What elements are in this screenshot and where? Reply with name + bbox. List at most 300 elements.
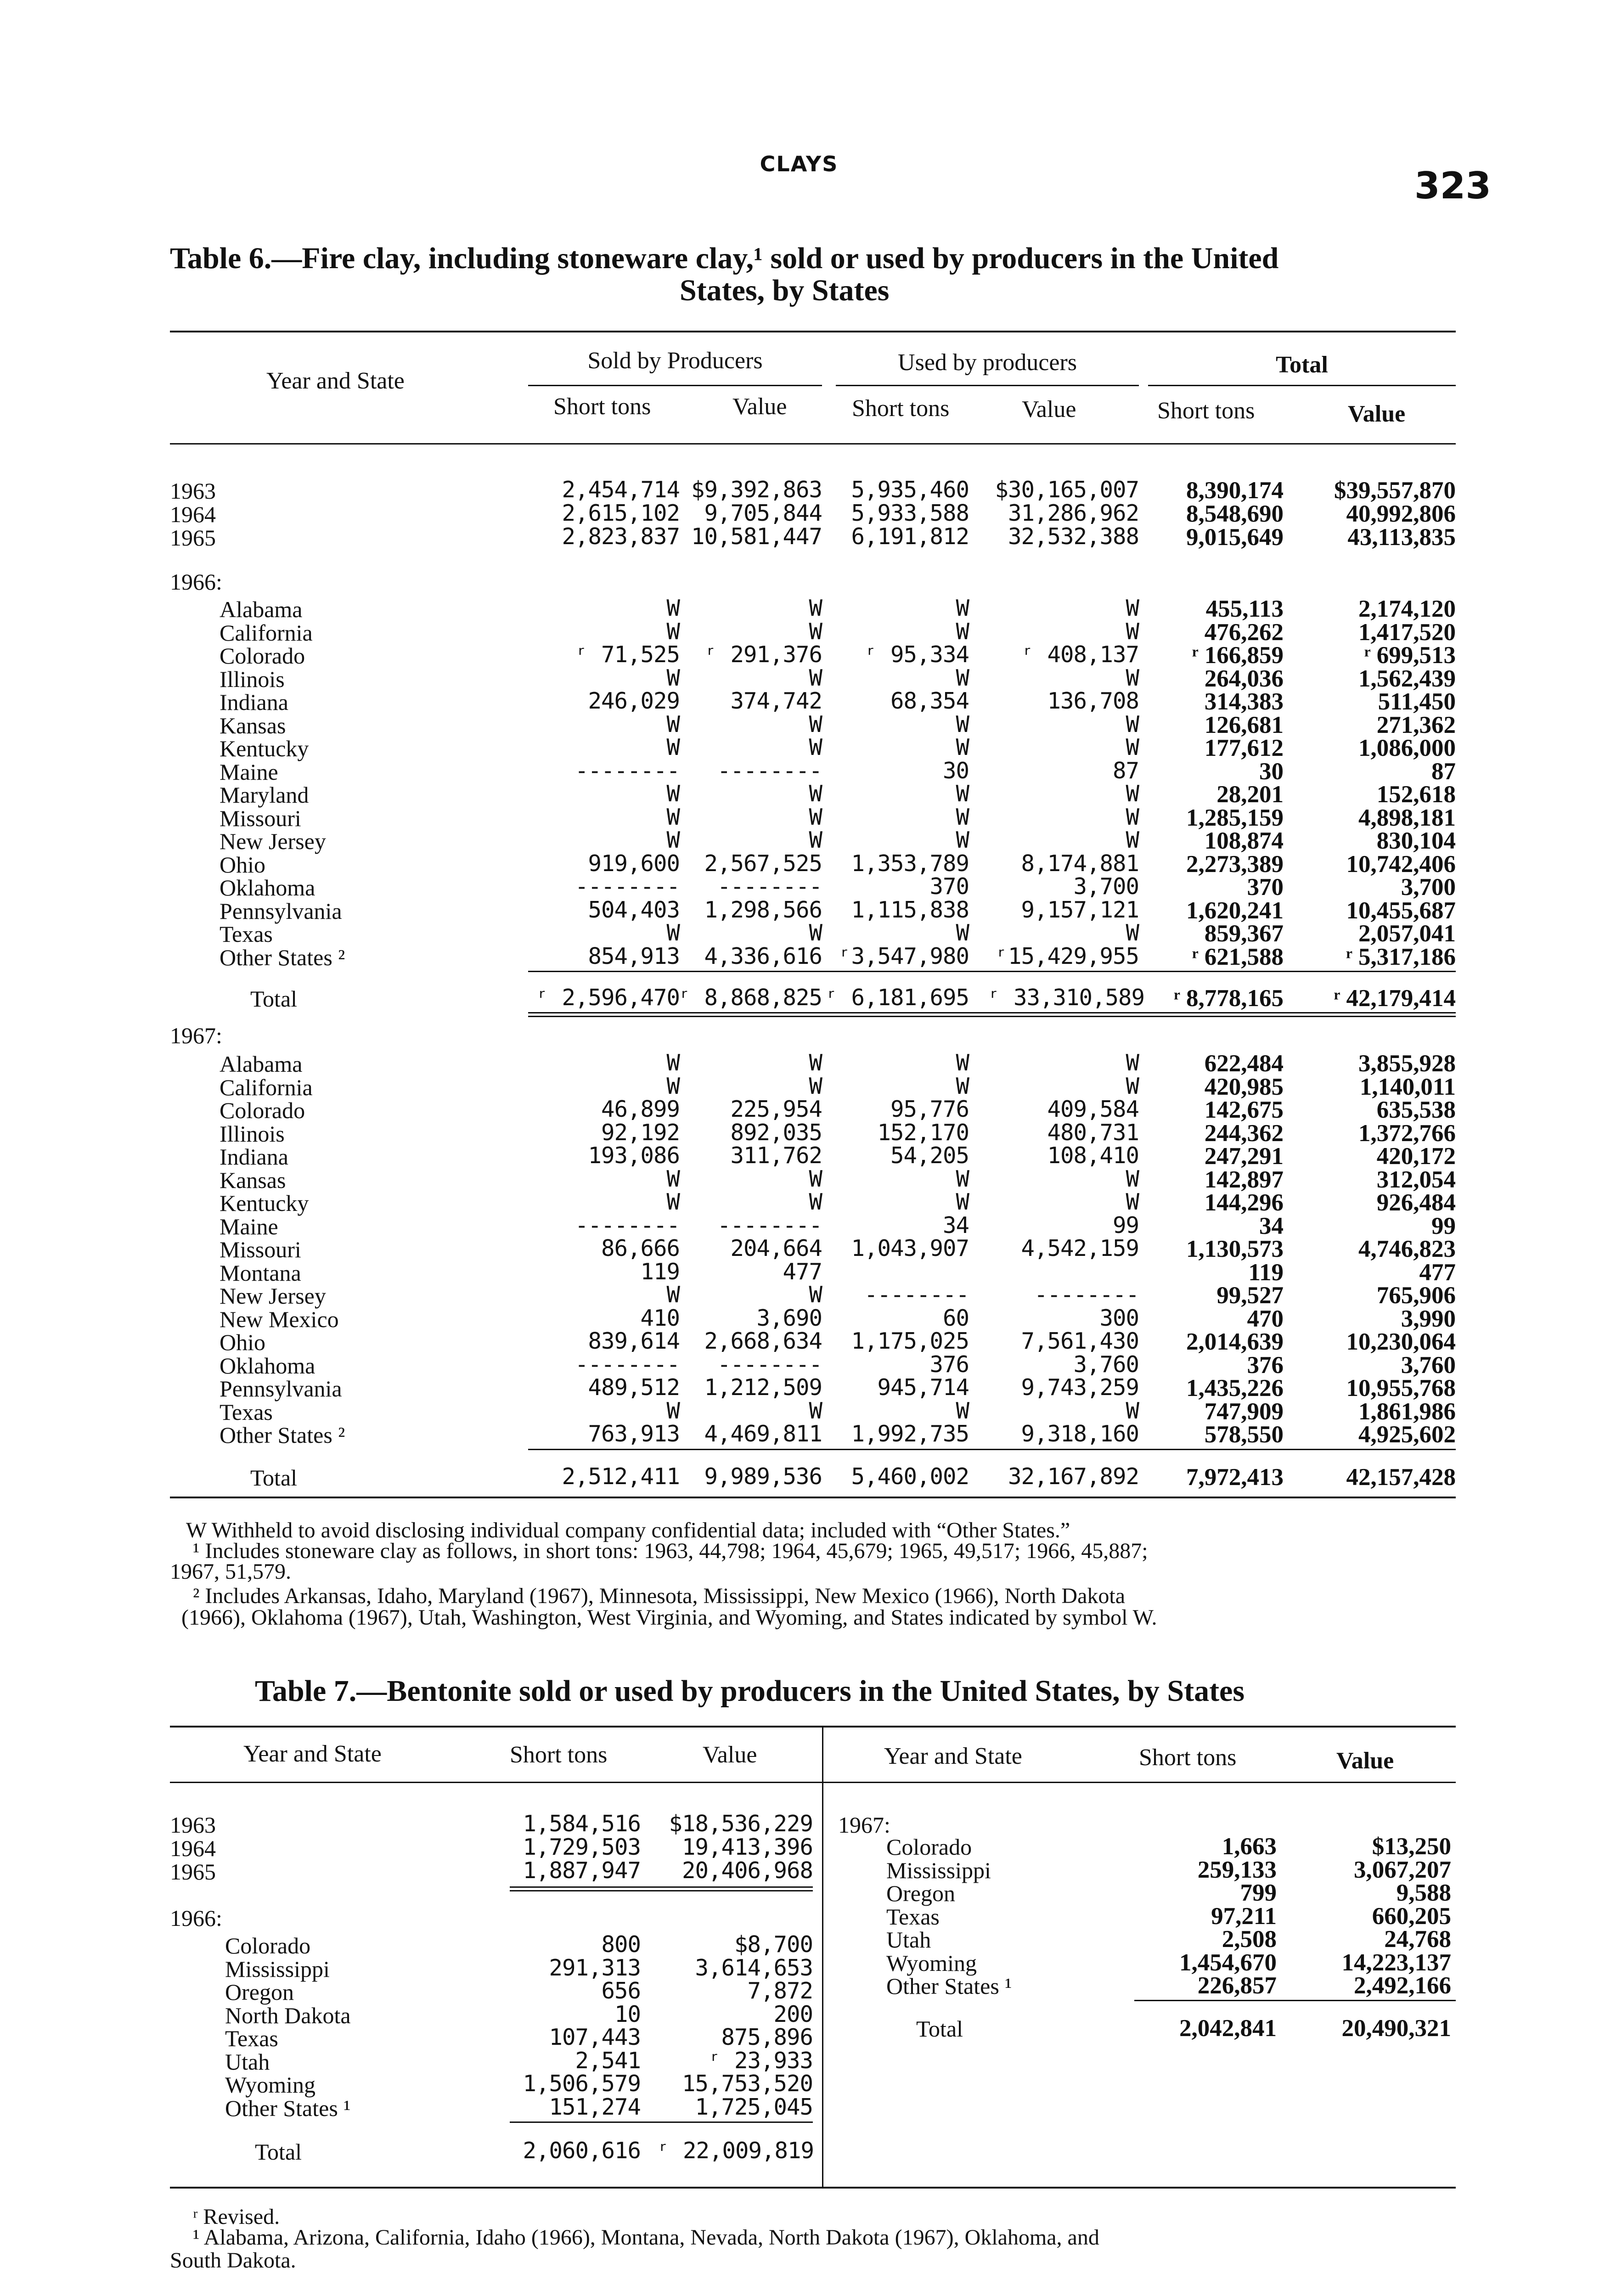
- table6-row-1966-label: Oklahoma: [220, 875, 315, 900]
- table7-left-total-rule: [510, 2122, 813, 2123]
- table6-total-1966-cell-4: ʳ 8,778,165: [1174, 985, 1284, 1012]
- table6-row-1966-label: Colorado: [220, 643, 305, 669]
- table6-group-total: Total: [1276, 352, 1328, 378]
- table6-total-1966-cell-5: ʳ 42,179,414: [1334, 985, 1456, 1012]
- table6-row-1967-cell-5: 1,140,011: [1359, 1073, 1456, 1100]
- table6-year-row-cell-0: 2,615,102: [562, 500, 680, 526]
- table6-row-1967-cell-1: 311,762: [730, 1142, 822, 1169]
- table6-row-1966-label: Illinois: [220, 666, 285, 692]
- table6-row-1966-cell-4: ʳ 166,859: [1192, 642, 1284, 669]
- table6-row-1966-cell-3: 9,157,121: [1021, 896, 1139, 923]
- table7-left-row-tons: 1,506,579: [523, 2071, 641, 2097]
- table7-top-rule: [170, 1726, 1456, 1728]
- table6-year-row-cell-0: 2,823,837: [562, 523, 680, 550]
- table6-row-1967-cell-3: 480,731: [1047, 1119, 1139, 1146]
- table6-row-1967-label: Kentucky: [220, 1190, 309, 1216]
- table6-row-1966-cell-0: W: [666, 664, 680, 691]
- table6-row-1967-cell-1: W: [809, 1050, 822, 1076]
- table6-row-1967-cell-1: --------: [717, 1212, 822, 1238]
- table7-right-row-tons: 97,211: [1211, 1902, 1277, 1930]
- table7-left-row-tons: 10: [614, 2001, 641, 2027]
- table7-left-row-value: $8,700: [734, 1931, 813, 1958]
- table6-row-1967-label: California: [220, 1074, 313, 1100]
- table6-sold-group-rule: [528, 385, 822, 386]
- table6-row-1967-cell-1: W: [809, 1189, 822, 1215]
- table6-sub-used-tons: Short tons: [852, 395, 950, 422]
- table6-row-1967-cell-4: 622,484: [1204, 1050, 1284, 1077]
- table7-section-1967: 1967:: [838, 1812, 890, 1838]
- table6-row-1967-cell-5: 420,172: [1376, 1143, 1456, 1170]
- table6-row-1966-cell-0: W: [666, 827, 680, 853]
- table7-left-col-tons: Short tons: [510, 1742, 608, 1768]
- table6-row-1966-cell-5: 87: [1431, 758, 1456, 785]
- table6-row-1967-label: Illinois: [220, 1120, 285, 1147]
- table6-row-1966-cell-4: 314,383: [1204, 688, 1284, 715]
- table6-row-1967-cell-1: 477: [783, 1258, 822, 1285]
- table6-row-1967-cell-0: 410: [640, 1305, 680, 1331]
- table6-row-1967-cell-3: 9,743,259: [1021, 1374, 1139, 1401]
- table6-total1966-double-rule-b: [528, 1016, 1456, 1017]
- table7-left-year-row-value: 19,413,396: [681, 1834, 813, 1860]
- table6-row-1966-cell-0: W: [666, 781, 680, 807]
- table7-left-row-tons: 656: [601, 1978, 641, 2004]
- table6-row-1967-cell-2: 1,992,735: [851, 1421, 969, 1447]
- table6-row-1966-cell-1: W: [809, 781, 822, 807]
- table6-row-1967-cell-0: W: [666, 1282, 680, 1308]
- table6-row-1967-cell-3: W: [1126, 1189, 1139, 1215]
- table6-sub-sold-value: Value: [732, 394, 787, 420]
- table6-row-1967-cell-4: 578,550: [1204, 1421, 1284, 1448]
- table6-row-1967-cell-5: 4,746,823: [1358, 1236, 1456, 1262]
- table7-right-row-tons: 226,857: [1197, 1972, 1277, 1999]
- table6-row-1967-cell-0: --------: [574, 1212, 680, 1238]
- table6-row-1966-cell-1: W: [809, 595, 822, 621]
- table6-row-1966-cell-4: 264,036: [1204, 665, 1284, 692]
- table6-footnote: W Withheld to avoid disclosing individual company confidential data; included with “Other States.”: [186, 1518, 1070, 1542]
- table6-row-1967-cell-0: W: [666, 1073, 680, 1099]
- table6-row-1966-cell-4: 455,113: [1205, 596, 1284, 622]
- table6-row-1967-label: Indiana: [220, 1144, 288, 1170]
- table6-row-1966-cell-4: 859,367: [1204, 920, 1284, 947]
- table6-row-1967-cell-1: 1,212,509: [704, 1374, 822, 1401]
- table6-group-sold: Sold by Producers: [587, 348, 763, 374]
- table6-total-1966-cell-1: ʳ 8,868,825: [678, 985, 822, 1011]
- table6-row-1966-cell-0: 854,913: [588, 943, 680, 969]
- table6-year-row-cell-4: 8,390,174: [1186, 477, 1284, 504]
- table6-row-1967-cell-4: 144,296: [1204, 1189, 1284, 1216]
- table6-row-1967-cell-1: --------: [717, 1351, 822, 1378]
- table6-row-1966-cell-2: 370: [929, 873, 969, 900]
- table6-row-1966-cell-3: W: [1126, 595, 1139, 621]
- table6-row-1967-cell-2: W: [956, 1165, 969, 1192]
- table6-row-1967-cell-0: W: [666, 1050, 680, 1076]
- table6-row-1967-cell-5: 635,538: [1376, 1097, 1456, 1123]
- table6-row-1966-label: Alabama: [220, 597, 303, 622]
- table7-right-col-tons: Short tons: [1139, 1745, 1237, 1771]
- table7-right-row-value: 14,223,137: [1341, 1949, 1451, 1976]
- table6-row-1966-cell-5: 1,086,000: [1358, 735, 1456, 761]
- table6-footnote: ¹ Includes stoneware clay as follows, in short tons: 1963, 44,798; 1964, 45,679; 1965, 49,517; 1966, 45,887;: [193, 1539, 1148, 1563]
- table7-right-row-label: Mississippi: [886, 1857, 991, 1883]
- table6-year-row-cell-2: 5,933,588: [851, 500, 969, 526]
- table6-row-1966-cell-2: W: [956, 664, 969, 691]
- table6-row-1966-cell-1: W: [809, 664, 822, 691]
- table6-row-1966-cell-3: W: [1126, 827, 1139, 853]
- table6-year-row-label: 1965: [170, 525, 216, 551]
- table6-row-1967-cell-1: 225,954: [730, 1096, 822, 1122]
- table6-row-1966-cell-3: 3,700: [1073, 873, 1139, 900]
- table6-row-1966-cell-0: W: [666, 734, 680, 760]
- table6-row-1966-cell-5: 511,450: [1378, 688, 1456, 715]
- table6-row-1966-cell-2: 1,115,838: [851, 896, 969, 923]
- table6-year-row-cell-1: $9,392,863: [691, 477, 822, 503]
- table6-row-1967-cell-0: 763,913: [588, 1421, 680, 1447]
- table6-row-1966-cell-0: W: [666, 595, 680, 621]
- table6-year-row-cell-5: 43,113,835: [1347, 524, 1456, 551]
- table7-right-row-tons: 259,133: [1197, 1856, 1277, 1883]
- table6-row-1967-label: Ohio: [220, 1329, 265, 1355]
- table6-total-1966-cell-0: ʳ 2,596,470: [535, 985, 680, 1011]
- table6-row-1966-cell-2: W: [956, 827, 969, 853]
- table6-row-1966-cell-2: W: [956, 618, 969, 645]
- table6-year-row-cell-3: 32,532,388: [1008, 523, 1139, 550]
- table7-left-row-label: Mississippi: [225, 1956, 330, 1982]
- table7-right-total-value: 20,490,321: [1341, 2015, 1451, 2042]
- table7-right-total-label: Total: [916, 2015, 963, 2042]
- table6-row-1966-label: Texas: [220, 921, 273, 947]
- table7-right-row-tons: 1,663: [1222, 1833, 1277, 1860]
- table6-row-1966-cell-4: 108,874: [1204, 827, 1284, 854]
- table6-col-year-state: Year and State: [266, 368, 405, 394]
- table6-row-1967-label: Alabama: [220, 1051, 303, 1077]
- table6-row-1966-cell-0: W: [666, 618, 680, 645]
- table6-row-1967-cell-0: --------: [574, 1351, 680, 1378]
- table6-row-1967-cell-5: 3,760: [1401, 1351, 1456, 1379]
- table6-row-1966-cell-3: W: [1126, 734, 1139, 760]
- table6-row-1966-cell-5: 10,742,406: [1346, 850, 1456, 878]
- table7-footnote: South Dakota.: [170, 2248, 296, 2273]
- table6-row-1967-cell-1: W: [809, 1165, 822, 1192]
- table6-row-1966-cell-4: ʳ 621,588: [1192, 943, 1284, 970]
- table6-row-1966-cell-2: W: [956, 804, 969, 830]
- table7-left-row-value: 3,614,653: [695, 1954, 813, 1981]
- table6-row-1967-cell-2: 1,175,025: [851, 1328, 969, 1354]
- table6-row-1966-label: Missouri: [220, 805, 301, 831]
- table6-row-1966-cell-1: --------: [717, 757, 822, 784]
- table6-row-1967-cell-2: 376: [929, 1351, 969, 1378]
- table6-row-1967-cell-5: 1,861,986: [1358, 1398, 1456, 1425]
- table6-row-1967-label: New Mexico: [220, 1306, 339, 1332]
- table6-row-1967-cell-4: 247,291: [1204, 1143, 1284, 1170]
- table7-right-col-value: Value: [1336, 1748, 1394, 1774]
- table6-row-1966-cell-4: 370: [1247, 874, 1284, 900]
- table6-caption-line1: Table 6.—Fire clay, including stoneware clay,¹ sold or used by producers in the United: [170, 242, 1279, 275]
- table6-total-1967-cell-1: 9,989,536: [704, 1463, 822, 1490]
- table6-row-1967-cell-0: W: [666, 1189, 680, 1215]
- table6-sub-used-value: Value: [1022, 396, 1076, 422]
- table6-row-1966-cell-4: 2,273,389: [1186, 850, 1284, 878]
- table6-row-1966-cell-3: 8,174,881: [1021, 850, 1139, 877]
- table6-row-1967-cell-3: W: [1126, 1050, 1139, 1076]
- table6-total1966-rule: [528, 971, 1456, 972]
- table6-row-1966-cell-3: 136,708: [1047, 688, 1139, 714]
- table6-sub-total-value: Value: [1348, 401, 1406, 427]
- table6-row-1967-cell-3: W: [1126, 1165, 1139, 1192]
- table6-sub-sold-tons: Short tons: [553, 394, 651, 420]
- table7-right-row-value: 3,067,207: [1354, 1856, 1451, 1883]
- table6-top-rule: [170, 331, 1456, 332]
- table6-row-1966-cell-0: --------: [574, 757, 680, 784]
- table7-left-row-label: Other States ¹: [225, 2095, 351, 2121]
- table6-row-1967-cell-5: 926,484: [1376, 1189, 1456, 1216]
- table6-row-1966-cell-2: W: [956, 781, 969, 807]
- table6-row-1966-cell-1: 374,742: [730, 688, 822, 714]
- table6-row-1967-cell-1: 2,668,634: [704, 1328, 822, 1354]
- table6-row-1967-cell-3: 7,561,430: [1021, 1328, 1139, 1354]
- table6-row-1967-cell-0: 119: [640, 1258, 680, 1285]
- table6-row-1966-cell-0: ʳ 71,525: [574, 642, 680, 668]
- table7-right-total-rule: [1134, 2000, 1456, 2001]
- table6-row-1967-cell-5: 4,925,602: [1358, 1421, 1456, 1448]
- table7-left-row-tons: 800: [601, 1931, 641, 1958]
- table6-row-1966-cell-5: 1,562,439: [1358, 665, 1456, 692]
- table6-row-1967-cell-3: 99: [1112, 1212, 1139, 1238]
- table6-year-row-cell-1: 10,581,447: [691, 523, 822, 550]
- table6-row-1966-cell-1: W: [809, 618, 822, 645]
- table6-total-1967-cell-3: 32,167,892: [1008, 1463, 1139, 1490]
- table6-header-bottom-rule: [170, 443, 1456, 445]
- table6-row-1967-cell-2: 95,776: [890, 1096, 969, 1122]
- table6-row-1966-cell-2: W: [956, 734, 969, 760]
- table6-row-1966-cell-3: W: [1126, 618, 1139, 645]
- table6-row-1967-cell-2: 152,170: [877, 1119, 969, 1146]
- table6-row-1966-cell-1: W: [809, 734, 822, 760]
- table6-row-1966-cell-1: --------: [717, 873, 822, 900]
- table6-row-1967-cell-3: 409,584: [1047, 1096, 1139, 1122]
- table6-total1967-rule: [528, 1449, 1456, 1450]
- table7-left-row-value: ʳ 23,933: [708, 2047, 813, 2074]
- table7-right-row-value: 660,205: [1372, 1902, 1451, 1930]
- table7-left-row-label: Colorado: [225, 1933, 311, 1958]
- table6-row-1966-cell-0: 504,403: [588, 896, 680, 923]
- table6-row-1966-cell-0: --------: [574, 873, 680, 900]
- table7-right-row-label: Oregon: [886, 1880, 955, 1906]
- table6-total-1967-cell-0: 2,512,411: [562, 1463, 680, 1490]
- table6-total-1966-cell-3: ʳ 33,310,589: [987, 985, 1145, 1011]
- table6-row-1966-label: Other States ²: [220, 944, 345, 970]
- table7-left-year-row-label: 1965: [170, 1859, 216, 1885]
- table6-row-1967-cell-0: W: [666, 1165, 680, 1192]
- table7-section-1966: 1966:: [170, 1905, 222, 1931]
- table6-row-1966-cell-2: W: [956, 711, 969, 737]
- table6-row-1967-cell-5: 312,054: [1376, 1166, 1456, 1193]
- table7-footnote: ¹ Alabama, Arizona, California, Idaho (1966), Montana, Nevada, North Dakota (1967), Oklahoma, and: [193, 2225, 1099, 2250]
- table6-row-1967-cell-3: 4,542,159: [1021, 1235, 1139, 1261]
- table6-total-1966-label: Total: [250, 986, 298, 1012]
- table6-row-1967-label: Missouri: [220, 1237, 301, 1262]
- table7-right-col-year-state: Year and State: [884, 1743, 1022, 1769]
- table7-left-year-row-label: 1964: [170, 1835, 216, 1861]
- table6-row-1967-cell-3: 300: [1099, 1305, 1139, 1331]
- table6-row-1966-cell-2: 30: [942, 757, 969, 784]
- table6-total1966-double-rule-a: [528, 1012, 1456, 1013]
- table6-row-1966-cell-1: W: [809, 711, 822, 737]
- table6-row-1967-cell-5: 99: [1431, 1212, 1456, 1239]
- table7-left-total-tons: 2,060,616: [523, 2138, 641, 2164]
- table6-row-1966-cell-5: 2,057,041: [1358, 920, 1456, 947]
- table6-row-1966-label: Maine: [220, 759, 278, 785]
- table6-row-1967-label: Oklahoma: [220, 1352, 315, 1379]
- table6-row-1967-cell-1: W: [809, 1073, 822, 1099]
- table6-row-1967-cell-1: W: [809, 1282, 822, 1308]
- table7-right-total-tons: 2,042,841: [1179, 2015, 1277, 2042]
- table6-used-group-rule: [836, 385, 1139, 386]
- table6-row-1967-cell-0: 86,666: [601, 1235, 680, 1261]
- table6-row-1967-cell-0: 839,614: [588, 1328, 680, 1354]
- table7-column-divider: [822, 1728, 823, 2187]
- table7-right-row-tons: 1,454,670: [1179, 1949, 1277, 1976]
- table6-row-1966-cell-5: ʳ 699,513: [1364, 642, 1456, 669]
- table7-left-row-label: Wyoming: [225, 2072, 315, 2098]
- table6-row-1966-label: Maryland: [220, 782, 309, 808]
- table6-row-1966-cell-1: W: [809, 827, 822, 853]
- table6-row-1967-cell-0: W: [666, 1397, 680, 1424]
- table6-row-1966-cell-4: 30: [1259, 758, 1284, 785]
- table7-left-row-value: 7,872: [747, 1978, 813, 2004]
- table6-row-1966-cell-4: 177,612: [1204, 735, 1284, 761]
- table6-row-1967-cell-4: 119: [1248, 1259, 1284, 1286]
- table6-row-1967-cell-1: 892,035: [730, 1119, 822, 1146]
- table7-right-row-value: 24,768: [1384, 1926, 1451, 1953]
- table7-left-year-row-tons: 1,729,503: [523, 1834, 641, 1860]
- table7-left-years-rule-b: [510, 1890, 813, 1891]
- table6-row-1966-cell-2: 1,353,789: [851, 850, 969, 877]
- table7-left-row-label: Texas: [225, 2026, 278, 2051]
- table7-header-bottom-rule: [170, 1782, 1456, 1783]
- table7-right-row-label: Utah: [886, 1927, 931, 1953]
- table6-row-1966-cell-4: 126,681: [1204, 711, 1284, 738]
- table6-year-row-cell-0: 2,454,714: [562, 477, 680, 503]
- table6-row-1967-cell-5: 3,990: [1401, 1305, 1456, 1332]
- table6-footnote: 1967, 51,579.: [170, 1559, 291, 1584]
- table6-year-row-cell-1: 9,705,844: [704, 500, 822, 526]
- table6-row-1966-cell-4: 28,201: [1216, 781, 1284, 808]
- table7-left-col-year-state: Year and State: [243, 1741, 382, 1767]
- table6-row-1966-label: New Jersey: [220, 828, 326, 854]
- table6-row-1966-cell-0: W: [666, 920, 680, 946]
- table6-row-1966-cell-1: 2,567,525: [704, 850, 822, 877]
- table6-row-1966-cell-5: 3,700: [1401, 874, 1456, 900]
- table6-group-used: Used by producers: [898, 349, 1077, 376]
- table6-row-1967-cell-1: 204,664: [730, 1235, 822, 1261]
- table6-row-1967-cell-5: 10,230,064: [1346, 1328, 1456, 1355]
- table7-caption: Table 7.—Bentonite sold or used by producers in the United States, by States: [255, 1674, 1245, 1708]
- table7-left-row-label: Oregon: [225, 1979, 294, 2005]
- table6-row-1966-cell-5: 10,455,687: [1346, 897, 1456, 924]
- table6-row-1967-label: Other States ²: [220, 1422, 345, 1448]
- table6-row-1967-cell-4: 142,675: [1204, 1097, 1284, 1123]
- table6-total-1967-cell-4: 7,972,413: [1186, 1463, 1284, 1491]
- table7-left-row-value: 200: [773, 2001, 813, 2027]
- table7-left-col-value: Value: [703, 1742, 757, 1768]
- table6-row-1967-cell-4: 142,897: [1204, 1166, 1284, 1193]
- table6-row-1966-cell-3: ʳ15,429,955: [995, 943, 1139, 969]
- table6-year-row-label: 1963: [170, 478, 216, 504]
- table6-row-1967-cell-1: W: [809, 1397, 822, 1424]
- table6-row-1967-cell-5: 10,955,768: [1346, 1375, 1456, 1401]
- table6-row-1967-cell-5: 3,855,928: [1358, 1050, 1456, 1077]
- table6-row-1966-cell-0: W: [666, 804, 680, 830]
- table6-row-1966-cell-3: W: [1126, 804, 1139, 830]
- table7-right-row-label: Colorado: [886, 1834, 972, 1860]
- table6-row-1967-label: Texas: [220, 1399, 273, 1425]
- table6-row-1967-cell-1: 4,469,811: [704, 1421, 822, 1447]
- table6-total-group-rule: [1148, 385, 1456, 386]
- table6-row-1966-cell-1: W: [809, 920, 822, 946]
- table6-row-1967-label: Maine: [220, 1213, 278, 1239]
- table6-row-1967-cell-3: 3,760: [1073, 1351, 1139, 1378]
- table6-row-1967-cell-2: W: [956, 1189, 969, 1215]
- table7-footnote: ʳ Revised.: [193, 2205, 280, 2229]
- table6-year-row-label: 1964: [170, 501, 216, 527]
- table6-row-1967-label: New Jersey: [220, 1283, 326, 1309]
- table7-right-row-tons: 799: [1240, 1880, 1277, 1906]
- table7-left-row-tons: 2,541: [575, 2047, 641, 2074]
- table6-row-1967-cell-2: 1,043,907: [851, 1235, 969, 1261]
- table7-left-year-row-value: $18,536,229: [669, 1811, 813, 1837]
- table6-row-1967-cell-0: 489,512: [588, 1374, 680, 1401]
- table6-row-1967-cell-2: W: [956, 1050, 969, 1076]
- table6-bottom-rule: [170, 1497, 1456, 1498]
- table6-row-1966-label: Indiana: [220, 689, 288, 715]
- table6-total-1967-label: Total: [250, 1464, 298, 1491]
- table7-right-row-value: $13,250: [1372, 1833, 1451, 1860]
- table6-row-1967-cell-2: 60: [942, 1305, 969, 1331]
- table7-right-row-label: Wyoming: [886, 1950, 977, 1976]
- table6-row-1966-cell-3: 87: [1112, 757, 1139, 784]
- table6-row-1966-label: Ohio: [220, 851, 265, 878]
- table6-row-1967-cell-4: 2,014,639: [1186, 1328, 1284, 1355]
- table6-row-1967-cell-3: W: [1126, 1397, 1139, 1424]
- table6-row-1966-label: Kentucky: [220, 736, 309, 761]
- table6-year-row-cell-4: 9,015,649: [1186, 524, 1284, 551]
- table6-footnote: ² Includes Arkansas, Idaho, Maryland (1967), Minnesota, Mississippi, New Mexico (1966), North Dakota: [193, 1584, 1126, 1608]
- table6-row-1967-cell-4: 747,909: [1204, 1398, 1284, 1425]
- table6-row-1966-cell-1: 1,298,566: [704, 896, 822, 923]
- table6-row-1967-cell-3: 9,318,160: [1021, 1421, 1139, 1447]
- table7-bottom-rule: [170, 2187, 1456, 2189]
- table6-row-1967-cell-2: 34: [942, 1212, 969, 1238]
- table6-section-1967: 1967:: [170, 1023, 222, 1048]
- table6-row-1966-cell-5: 2,174,120: [1358, 596, 1456, 622]
- table6-row-1967-cell-2: 945,714: [877, 1374, 969, 1401]
- table6-row-1967-cell-4: 376: [1247, 1351, 1284, 1379]
- table6-row-1967-cell-4: 420,985: [1204, 1073, 1284, 1100]
- table7-left-year-row-value: 20,406,968: [681, 1857, 813, 1884]
- table6-year-row-cell-3: $30,165,007: [995, 477, 1139, 503]
- table6-row-1966-cell-0: 919,600: [588, 850, 680, 877]
- table6-row-1966-cell-3: W: [1126, 664, 1139, 691]
- table6-row-1967-cell-3: 108,410: [1047, 1142, 1139, 1169]
- table6-row-1966-cell-0: W: [666, 711, 680, 737]
- table6-year-row-cell-5: $39,557,870: [1334, 477, 1456, 504]
- table7-left-year-row-label: 1963: [170, 1812, 216, 1838]
- page-number: 323: [1414, 164, 1491, 207]
- table6-row-1966-cell-2: ʳ 95,334: [864, 642, 969, 668]
- table6-row-1967-cell-4: 1,130,573: [1186, 1236, 1284, 1262]
- table6-row-1966-cell-5: 1,417,520: [1358, 619, 1456, 646]
- table6-row-1967-cell-4: 34: [1259, 1212, 1284, 1239]
